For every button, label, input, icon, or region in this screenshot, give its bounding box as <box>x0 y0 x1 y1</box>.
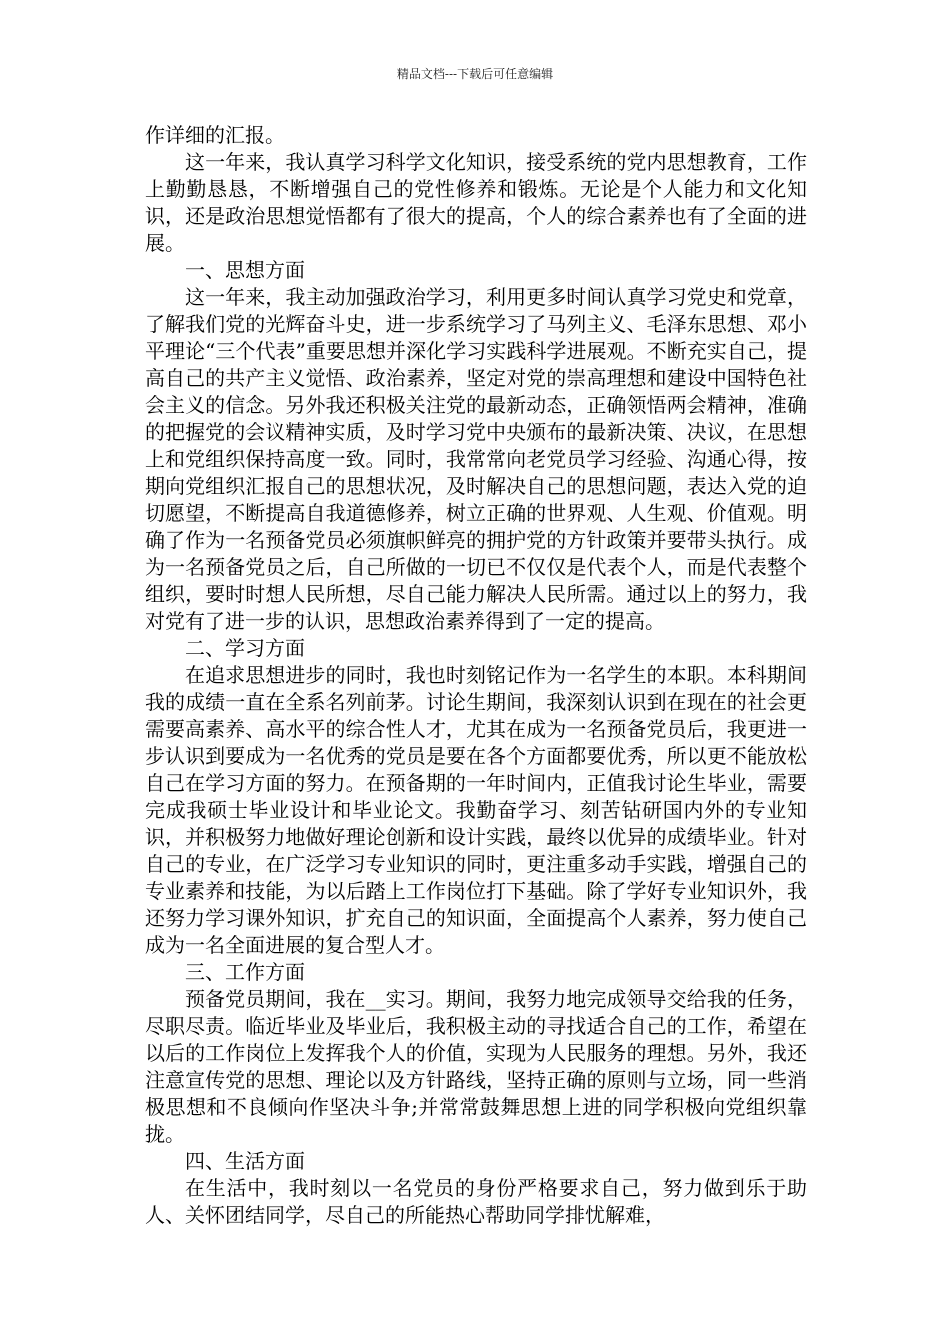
paragraph-thought: 这一年来，我主动加强政治学习，利用更多时间认真学习党史和党章，了解我们党的光辉奋斗史，进一步系统学习了马列主义、毛泽东思想、邓小平理论“三个代表”重要思想并深化学习实践科学进展观。不断充实自己，提高自己的共产主义觉悟、政治素养，坚定对党的崇高理想和建设中国特色社会主义的信念。另外我还积极关注党的最新动态，正确领悟两会精神，准确的把握党的会议精神实质，及时学习党中央颁布的最新决策、决议，在思想上和党组织保持高度一致。同时，我常常向老党员学习经验、沟通心得，按期向党组织汇报自己的思想状况，及时解决自己的思想问题，表达入党的迫切愿望，不断提高自我道德修养，树立正确的世界观、人生观、价值观。明确了作为一名预备党员必须旗帜鲜亮的拥护党的方针政策并要带头执行。成为一名预备党员之后，自己所做的一切已不仅仅是代表个人，而是代表整个组织，要时时想人民所想，尽自己能力解决人民所需。通过以上的努力，我对党有了进一步的认识，思想政治素养得到了一定的提高。 <box>145 285 807 633</box>
paragraph-study: 在追求思想进步的同时，我也时刻铭记作为一名学生的本职。本科期间我的成绩一直在全系名列前茅。讨论生期间，我深刻认识到在现在的社会更需要高素养、高水平的综合性人才，尤其在成为一名预备党员后，我更进一步认识到要成为一名优秀的党员是要在各个方面都要优秀，所以更不能放松自己在学习方面的努力。在预备期的一年时间内，正值我讨论生毕业，需要完成我硕士毕业设计和毕业论文。我勤奋学习、刻苦钻研国内外的专业知识，并积极努力地做好理论创新和设计实践，最终以优异的成绩毕业。针对自己的专业，在广泛学习专业知识的同时，更注重多动手实践，增强自己的专业素养和技能，为以后踏上工作岗位打下基础。除了学好专业知识外，我还努力学习课外知识，扩充自己的知识面，全面提高个人素养，努力使自己成为一名全面进展的复合型人才。 <box>145 663 807 957</box>
section-heading-thought: 一、思想方面 <box>185 258 305 282</box>
paragraph-continuation: 作详细的汇报。 <box>145 123 285 147</box>
section-heading-life: 四、生活方面 <box>185 1149 305 1173</box>
page-header: 精品文档---下载后可任意编辑 <box>396 67 554 81</box>
section-heading-study: 二、学习方面 <box>185 636 305 660</box>
paragraph-work: 预备党员期间，我在__实习。期间，我努力地完成领导交给我的任务，尽职尽责。临近毕业及毕业后，我积极主动的寻找适合自己的工作，希望在以后的工作岗位上发挥我个人的价值，实现为人民服务的理想。另外，我还注意宣传党的思想、理论以及方针路线，坚持正确的原则与立场，同一些消极思想和不良倾向作坚决斗争;并常常鼓舞思想上进的同学积极向党组织靠拢。 <box>145 987 807 1146</box>
paragraph-life: 在生活中，我时刻以一名党员的身份严格要求自己，努力做到乐于助人、关怀团结同学，尽自己的所能热心帮助同学排忧解难， <box>145 1176 807 1227</box>
paragraph-intro: 这一年来，我认真学习科学文化知识，接受系统的党内思想教育，工作上勤勤恳恳，不断增强自己的党性修养和锻炼。无论是个人能力和文化知识，还是政治思想觉悟都有了很大的提高，个人的综合素养也有了全面的进展。 <box>145 150 807 255</box>
document-body <box>145 122 807 1229</box>
section-heading-work: 三、工作方面 <box>185 960 305 984</box>
